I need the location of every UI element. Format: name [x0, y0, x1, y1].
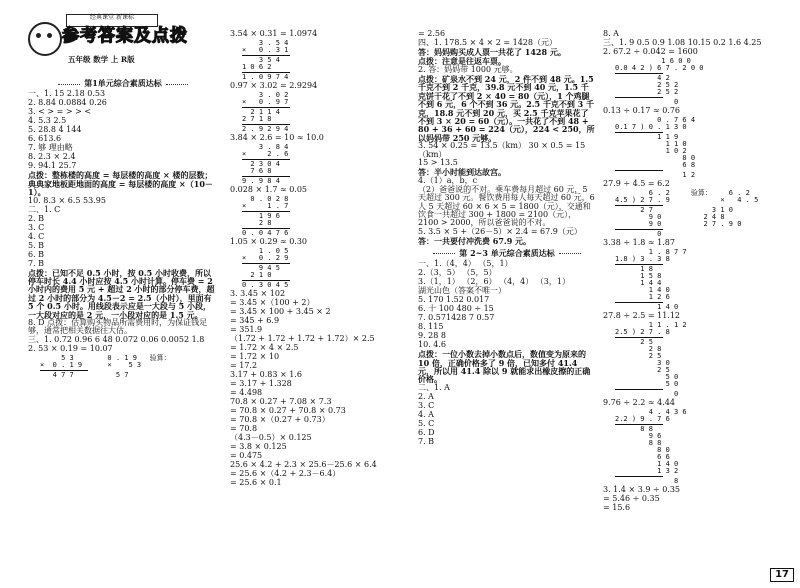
calc-row: 1 2: [615, 171, 696, 179]
calc-row: × 0 . 3 1: [242, 46, 289, 54]
calc-row: 3 0: [615, 359, 670, 367]
answer-line: 3. 54 × 0.25 = 13.5（km） 30 × 0.5 = 15（km）: [418, 141, 586, 159]
calc-row: 9 0 2 7 . 9 0: [615, 220, 742, 228]
answer-line: = 3.45 × 100 + 3.45 × 2: [230, 307, 331, 316]
calc-row: 1 4 0: [615, 286, 670, 294]
header-banner: 经典课堂 新课标: [66, 14, 158, 27]
calc-row: 5 0: [615, 380, 679, 388]
answer-line: = 0.475: [230, 451, 263, 460]
answer-line: 8. A: [603, 29, 619, 38]
answer-line: 三、1. 9 0.5 0.9 1.08 10.15 0.2 1.6 4.25: [603, 38, 762, 47]
answer-line: 三、1. 0.72 0.96 6 48 0.072 0.06 0.0052 1.8: [28, 334, 205, 344]
col1-calc: [40, 355, 218, 379]
col4-calc-e: [615, 322, 783, 398]
answer-line: 一、1.（4，4） （5，1）: [418, 259, 513, 269]
col2-lines-c: [230, 134, 405, 143]
calc-row: 4 . 4 3 6: [615, 408, 687, 416]
answer-line: 3. C: [418, 400, 435, 410]
answer-line: 7. 0.571428 7 0.57: [418, 313, 495, 323]
col4-lines-g: [603, 486, 783, 513]
calc-row: 1 . 0 9 7 4: [242, 73, 289, 81]
calc-row: 2 5 2: [615, 88, 679, 96]
calc-row: 4 7 7 5 7: [40, 370, 129, 379]
answer-line: = 3.17 + 1.328: [230, 379, 292, 388]
answer-line: = 345 + 6.9: [230, 316, 280, 325]
answer-line: 答：妈妈购买成人票一共花了 1428 元。: [418, 47, 566, 57]
answer-line: 2.（3，5） （5，5）: [418, 268, 497, 278]
calc-row: × 0 . 2 9: [242, 254, 289, 262]
calc-row: 3 . 5 4: [242, 39, 289, 47]
answer-line: 5. C: [418, 418, 435, 428]
calc-row: 0 . 0 4 7 6: [242, 229, 289, 237]
calc-row: 0 . 0 2 8: [242, 195, 289, 203]
calc-row: 1 5 8: [615, 272, 662, 280]
answer-line: 0.13 ÷ 0.17 ≈ 0.76: [603, 106, 681, 115]
answer-line: 8. D 点拨：估算购买物品所需费用时，为保证钱足够，通常把相关数据往大估。: [28, 317, 208, 336]
col4-calc-b: [615, 117, 783, 179]
answer-line: 3. 1.4 × 3.9 ÷ 0.35: [603, 485, 681, 494]
calc-row: 1 4 4: [615, 279, 662, 287]
col2-lines-b: [230, 82, 405, 91]
answer-line: = 25.6 ×（4.2 + 2.3－6.4）: [230, 469, 341, 478]
answer-line: 9.76 ÷ 2.2 ≈ 4.44: [603, 398, 675, 407]
answer-line: 0.028 × 1.7 ≈ 0.05: [230, 185, 308, 194]
answer-line: = 15.6: [603, 503, 631, 512]
calc-row: 9 0 2 4 8: [615, 213, 725, 221]
col4-lines-c: [603, 180, 783, 189]
calc-row: 2 . 9 2 9 4: [242, 125, 289, 133]
col2-lines-a: [230, 30, 405, 39]
calc-row: 2 3 0 4: [242, 160, 280, 168]
answer-line: 8. 2.3 × 2.4: [28, 152, 76, 162]
calc-row: 9 6: [615, 432, 662, 440]
answer-line: 4. C: [28, 231, 45, 241]
col4-lines-d: [603, 239, 783, 248]
answer-line: 5. 28.8 4 144: [28, 125, 82, 135]
calc-row: 8 0: [615, 446, 670, 454]
answer-line: 2. 53 × 0.19 = 10.07: [28, 343, 113, 353]
calc-row: 2 5: [615, 338, 653, 346]
answer-line: 2. B: [28, 213, 45, 223]
answer-line: 点拨：注意是往返车票。: [418, 56, 506, 66]
col4-calc-d: [615, 249, 783, 311]
col4-calc-f: [615, 409, 783, 485]
answer-line: 2. A: [418, 391, 434, 401]
answer-line: 27.8 ÷ 2.5 = 11.12: [603, 311, 681, 320]
section-title-unit-1: 第1单元综合素质达标: [28, 79, 218, 87]
answer-line: 10. 4.6: [418, 340, 446, 350]
calc-row: 2 5: [615, 366, 670, 374]
section-title-unit-2-3: 第 2~3 单元综合素质达标: [418, 249, 596, 257]
calc-row: 2 7 3 1 0: [615, 206, 734, 214]
answer-line: = 70.8 ×（0.27 + 0.73）: [230, 415, 330, 424]
calc-row: 6 6: [615, 453, 670, 461]
col4-lines-a: [603, 30, 783, 57]
calc-row: 2 8: [242, 219, 272, 227]
calc-row: 1 2 6: [615, 293, 670, 301]
calc-row: 0.1 7 ) 0 . 1 3 0: [615, 123, 687, 131]
answer-line: 答：一共要付冲洗费 67.9 元。: [418, 235, 532, 246]
answer-line: = 4.498: [230, 388, 263, 397]
calc-row: 2 7 1 8: [242, 115, 272, 123]
calc-row: 2 5: [615, 352, 662, 360]
answer-line: 3.38 ÷ 1.8 ≈ 1.87: [603, 238, 675, 247]
calc-row: 1 3 2: [615, 467, 679, 475]
calc-row: 8 8: [615, 439, 662, 447]
calc-row: 5 0: [615, 373, 679, 381]
answer-line: 5. B: [28, 240, 45, 250]
calc-row: 8 8: [615, 425, 653, 433]
calc-row: 5 3 0 . 1 9 验算：: [40, 353, 171, 362]
answer-line: 点拨：矿泉水不到 24 元，2 件不到 48 元。1.5 千克不到 2 千克，39.8 元不到 40 元，1.5 千克饼干花了不到 2 × 40 = 80（元），1 个鸡腿不到 6 元，6 个不到 36 元。2.5 千克不到 3 千克，18.8 元不到 20 元，买 2.5 千克苹果花了不到 3 × 20 = 60（元）。一共花了不到 48 + 80 + 36 + 60 = 224（元），224 < 250，所以妈妈带 250 元够。: [418, 74, 595, 143]
calc-row: 1.8 ) 3 . 3 8: [615, 255, 670, 263]
answer-line: 6. D: [418, 427, 435, 437]
mascot-icon: [28, 22, 62, 56]
col3-lines-a: [418, 30, 596, 246]
calc-row: 1 8: [615, 265, 653, 273]
answer-line: 3.84 × 2.6 = 10 ≈ 10.0: [230, 133, 324, 142]
col4-calc-c: [615, 190, 783, 238]
calc-row: 2 5 2: [615, 81, 679, 89]
calc-row: 4 2: [615, 74, 670, 82]
answer-line: = 25.6 × 0.1: [230, 478, 282, 487]
calc-row: 7 6 8: [242, 167, 272, 175]
answer-line: 4. A: [418, 409, 434, 419]
calc-row: 8 0: [615, 154, 696, 162]
col2-calc-a: [242, 40, 405, 81]
answer-line: 27.9 ÷ 4.5 = 6.2: [603, 179, 670, 188]
calc-row: 2 1 0: [242, 271, 272, 279]
answer-column-2: [230, 0, 405, 588]
answer-line: 6. B: [28, 249, 45, 259]
calc-row: × 1 . 7: [242, 202, 289, 210]
calc-row: 1 6 0 0: [615, 57, 691, 65]
answer-line: = 1.72 × 4 × 2.5: [230, 343, 299, 352]
calc-row: 3 . 8 4: [242, 143, 289, 151]
col4-lines-f: [603, 399, 783, 408]
answer-line: 7. 够 理由略: [28, 143, 73, 153]
col2-calc-b: [242, 92, 405, 133]
calc-row: 1 0 2: [615, 147, 687, 155]
answer-line: 答：半小时能到达故宫。: [418, 166, 506, 177]
answer-line: = 351.9: [230, 325, 263, 334]
col4-calc-a: [615, 58, 783, 106]
answer-line: = 70.8: [230, 424, 258, 433]
calc-row: 2 1 1 4: [242, 108, 280, 116]
answer-line: 3.54 × 0.31 = 1.0974: [230, 29, 318, 38]
calc-row: 2.5 ) 2 7 . 8: [615, 328, 670, 336]
calc-row: 6 8: [615, 161, 696, 169]
answer-line: 4. 5.3 2.5: [28, 116, 67, 126]
answer-line: = 2.56: [418, 29, 446, 38]
calc-row: 1 . 0 5: [242, 247, 289, 255]
calc-row: 3 . 0 2: [242, 91, 289, 99]
header-logo: [28, 14, 218, 76]
answer-line: 5. 170 1.52 0.017: [418, 295, 490, 305]
answer-line: 二、1. C: [28, 204, 61, 214]
answer-line: = 1.72 × 10: [230, 352, 280, 361]
answer-line: = 3.8 × 0.125: [230, 442, 287, 451]
answer-line: 3. 3.45 × 102: [230, 289, 286, 298]
answer-line: 3.17 + 0.83 × 1.6: [230, 370, 302, 379]
calc-row: 6 . 2 验算： 6 . 2: [615, 189, 750, 197]
answer-line: 2. 8.84 0.0884 0.26: [28, 98, 107, 108]
answer-line: 15 > 13.5: [418, 157, 458, 167]
col4-lines-e: [603, 312, 783, 321]
answer-column-4: [603, 0, 783, 588]
answer-line: 9. 28 8: [418, 331, 446, 341]
calc-row: 9 4 5: [242, 264, 280, 272]
col2-lines-e: [230, 238, 405, 247]
col2-lines-d: [230, 186, 405, 195]
calc-row: 0: [615, 390, 679, 398]
answer-line: 湖光山色（答案不唯一）: [418, 286, 506, 296]
answer-line: 点拨：整栋楼的高度 = 每层楼的高度 × 楼的层数；典典家地板距地面的高度 = 每层楼的高度 ×（10－1）。: [28, 170, 213, 198]
answer-line: 二、1. A: [418, 382, 450, 392]
col1-lines: [28, 90, 218, 353]
col3-lines-b: [418, 260, 596, 447]
answer-column-1: [28, 0, 218, 588]
col2-lines-f: [230, 290, 405, 488]
answer-line: 点拨：一位小数去掉小数点后，数值变为原来的 10 倍，正确价格多了 9 倍，已知多付 41.4 元，所以用 41.4 除以 9 就能求出橡皮擦的正确价格。: [418, 349, 591, 385]
col2-calc-c: [242, 144, 405, 185]
answer-line: 2. 67.2 ÷ 0.042 = 1600: [603, 47, 698, 56]
answer-line: = 3.45 ×（100 + 2）: [230, 298, 315, 307]
calc-row: 3 5 4: [242, 56, 280, 64]
calc-row: 1 4 0: [615, 460, 679, 468]
calc-row: 1 4 0: [615, 303, 679, 311]
calc-row: × 2 . 6: [242, 150, 289, 158]
calc-row: 0: [615, 98, 679, 106]
answer-line: 一、1. 15 2.18 0.53: [28, 89, 106, 99]
calc-row: 1 9 6: [242, 212, 280, 220]
answer-line: 3. C: [28, 222, 45, 232]
answer-line: 点拨：已知不足 0.5 小时，按 0.5 小时收费，所以停车时长 4.4 小时应按 4.5 小时计算。停车费 = 2 小时内的费用 5 元 + 超过 2 小时的部分停车费，超过 2 小时的部分为 4.5－2 = 2.5（小时），里面有 5 个 0.5 小时。用线段表示应是一大段与 5 小段，一大段对应的是 2 元，一小段对应的是 1.5 元。: [28, 267, 215, 320]
answer-line: 4.（1）a，b，c: [418, 175, 478, 185]
answer-line: （2）爸爸说的不对。乘车费每月超过 60 元，5 天超过 300 元。餐饮费用每人每天超过 60 元，6 人 5 天超过 60 × 6 × 5 = 1800（元），交通和饮食一共超过 300 + 1800 = 2100（元），2100 > 2000，所以爸爸说的不对。: [418, 184, 595, 228]
calc-row: 1 . 8 7 7: [615, 248, 687, 256]
answer-line: （1.72 + 1.72 + 1.72 + 1.72）× 2.5: [230, 334, 375, 343]
page-title: 参考答案及点拨: [62, 26, 188, 46]
answer-line: 70.8 × 0.27 + 7.08 × 7.3: [230, 397, 332, 406]
calc-row: 0.0 4 2 ) 6 7 . 2 0 0: [615, 64, 704, 72]
calc-row: 0 . 3 0 4 5: [242, 281, 289, 289]
answer-line: 3.（1，1） （2，6） （4，4） （3，1）: [418, 277, 570, 287]
calc-row: 1 0 6 2: [242, 63, 272, 71]
calc-row: 0 . 7 6 4: [615, 116, 696, 124]
calc-row: 9 . 9 8 4: [242, 177, 280, 185]
answer-line: 3. < > = > > <: [28, 107, 92, 117]
answer-line: 25.6 × 4.2 + 2.3 × 25.6－25.6 × 6.4: [230, 460, 377, 469]
page-number: 17: [770, 568, 794, 583]
answer-line: 6. 十 100 480 ÷ 15: [418, 304, 494, 314]
answer-line: = 5.46 ÷ 0.35: [603, 494, 660, 503]
answer-line: 四、1. 178.5 × 4 × 2 = 1428（元）: [418, 38, 557, 47]
answer-line: 9. 94.1 25.7: [28, 161, 77, 171]
answer-line: 1.05 × 0.29 ≈ 0.30: [230, 237, 308, 246]
calc-row: 4.5 ) 2 7 . 9 × 4 . 5: [615, 196, 759, 204]
answer-line: = 17.2: [230, 361, 258, 370]
answer-column-3: [418, 0, 596, 588]
col4-lines-b: [603, 107, 783, 116]
calc-row: 1 1 9: [615, 133, 679, 141]
answer-line: （4.3－0.5）× 0.125: [230, 433, 312, 442]
answer-line: 0.97 × 3.02 = 2.9294: [230, 81, 318, 90]
answer-line: 5. 3.5 × 5 +（26－5）× 2.4 = 67.9（元）: [418, 226, 582, 236]
col2-calc-e: [242, 248, 405, 289]
col2-calc-d: [242, 196, 405, 237]
page-subtitle: 五年级 数学 上 R版: [68, 55, 135, 64]
answer-line: 6. 613.6: [28, 134, 62, 144]
answer-line: 10. 8.3 × 6.5 53.95: [28, 195, 106, 205]
answer-line: = 70.8 × 0.27 + 70.8 × 0.73: [230, 406, 346, 415]
answer-line: 7. B: [28, 258, 45, 268]
answer-line: 8. 115: [418, 322, 444, 332]
calc-row: 0: [615, 230, 662, 238]
calc-row: 2 8: [615, 345, 662, 353]
calc-row: 2.2 ) 9 . 7 6: [615, 415, 670, 423]
answer-line: 2. 答：妈妈带 1000 元够。: [418, 65, 518, 74]
calc-row: × 0 . 9 7: [242, 98, 289, 106]
calc-row: 1 1 0: [615, 140, 687, 148]
answer-line: 7. B: [418, 436, 435, 446]
calc-row: 1 1 . 1 2: [615, 321, 687, 329]
calc-row: × 0 . 1 9 × 5 3: [40, 360, 142, 369]
calc-row: 8: [615, 477, 679, 485]
